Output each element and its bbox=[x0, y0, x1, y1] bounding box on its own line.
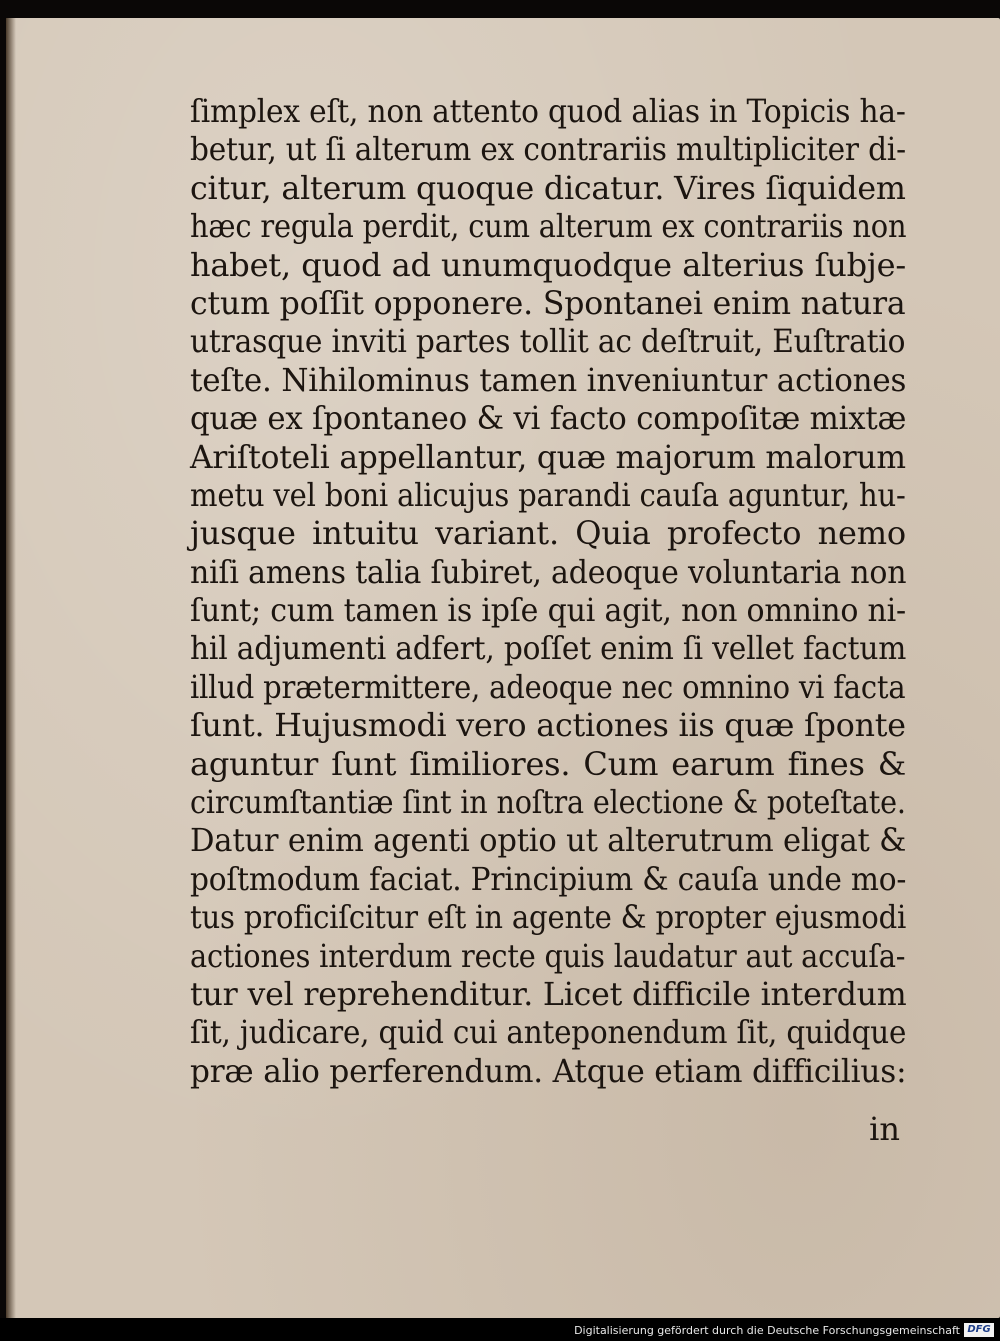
text-line: ſunt. Hujusmodi vero actiones iis quæ ſponte bbox=[190, 706, 906, 745]
text-line: metu vel boni alicujus parandi cauſa aguntur, hu- bbox=[190, 475, 906, 514]
text-line: circumſtantiæ ſint in noſtra electione & poteſtate. bbox=[190, 783, 906, 822]
text-line: citur, alterum quoque dicatur. Vires ſiquidem bbox=[190, 168, 906, 207]
text-line: ctum poſſit opponere. Spontanei enim natura bbox=[190, 283, 906, 322]
text-line: præ alio perferendum. Atque etiam difficilius: bbox=[190, 1051, 907, 1090]
text-line: utrasque inviti partes tollit ac deſtruit, Euſtratio bbox=[190, 322, 906, 361]
book-page bbox=[6, 18, 1000, 1318]
catchword: in bbox=[869, 1110, 900, 1148]
text-line: Datur enim agenti optio ut alterutrum eligat & bbox=[190, 821, 907, 860]
text-line: Ariſtoteli appellantur, quæ majorum malorum bbox=[190, 437, 906, 476]
text-line: habet, quod ad unumquodque alterius ſubje- bbox=[190, 245, 906, 284]
footer-bar bbox=[0, 1318, 1000, 1341]
text-line: betur, ut ſi alterum ex contrariis multipliciter di- bbox=[190, 130, 906, 169]
digitization-credit: Digitalisierung gefördert durch die Deutsche Forschungsgemeinschaft bbox=[574, 1324, 960, 1337]
dfg-logo-icon: DFG bbox=[964, 1323, 994, 1337]
text-line: tur vel reprehenditur. Licet difficile interdum bbox=[190, 974, 907, 1013]
text-line: ſimplex eſt, non attento quod alias in Topicis ha- bbox=[190, 92, 906, 130]
page-gutter-shadow bbox=[6, 18, 16, 1318]
text-line: illud prætermittere, adeoque nec omnino vi facta bbox=[190, 667, 906, 706]
text-line: poſtmodum faciat. Principium & cauſa unde mo- bbox=[190, 859, 907, 898]
text-line: hæc regula perdit, cum alterum ex contrariis non bbox=[190, 207, 907, 246]
text-line: tus proficiſcitur eſt in agente & propter ejusmodi bbox=[190, 898, 907, 937]
text-line: hil adjumenti adfert, poſſet enim ſi vellet factum bbox=[190, 629, 907, 668]
text-line: jusque intuitu variant. Quia profecto nemo bbox=[190, 514, 906, 553]
text-line: ſunt; cum tamen is ipſe qui agit, non omnino ni- bbox=[190, 591, 906, 630]
text-line: quæ ex ſpontaneo & vi facto compoſitæ mixtæ bbox=[190, 399, 907, 438]
text-line: actiones interdum recte quis laudatur aut accuſa- bbox=[190, 936, 906, 975]
text-line: niſi amens talia ſubiret, adeoque voluntaria non bbox=[190, 552, 907, 591]
text-line: aguntur ſunt ſimiliores. Cum earum fines & bbox=[190, 744, 906, 783]
body-text bbox=[190, 92, 906, 1090]
text-line: teſte. Nihilominus tamen inveniuntur actiones bbox=[190, 360, 907, 399]
text-line: ſit, judicare, quid cui anteponendum ſit, quidque bbox=[190, 1013, 907, 1052]
